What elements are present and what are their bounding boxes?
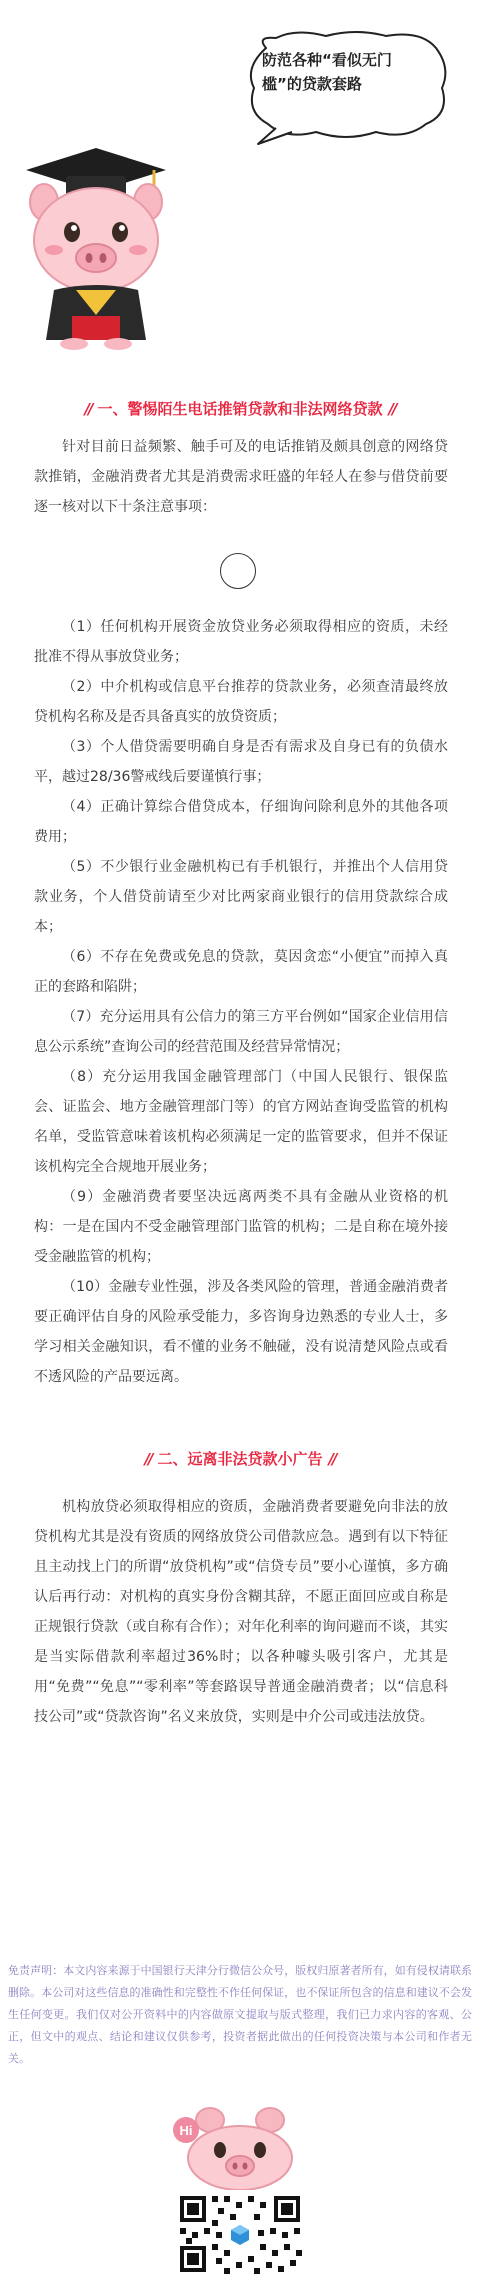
section-heading-1 <box>0 398 480 424</box>
section-heading-2-text: 二、远离非法贷款小广告 <box>157 1450 323 1468</box>
disclaimer-text: 免责声明：本文内容来源于中国银行天津分行微信公众号，版权归原著者所有，如有侵权请联系删除。本公司对这些信息的准确性和完整性不作任何保证，也不保证所包含的信息和建议不会发生任何变更。我们仅对公开资料中的内容做原文提取与版式整理，我们已力求内容的客观、公正，但文中的观点、结论和建议仅供参考，投资者据此做出的任何投资决策与本公司和作者无关。 <box>8 1964 472 2065</box>
slash-decoration-icon: // <box>144 1450 152 1468</box>
list-item: （10）金融专业性强，涉及各类风险的管理，普通金融消费者要正确评估自身的风险承受能力，多咨询身边熟悉的专业人士，多学习相关金融知识，看不懂的业务不触碰，没有说清楚风险点或看不透风险的产品要远离。 <box>34 1279 448 1385</box>
section-heading-1-text: 一、警惕陌生电话推销贷款和非法网络贷款 <box>97 400 383 418</box>
qr-code-icon <box>172 2192 308 2276</box>
empty-circle-icon <box>220 553 256 589</box>
list-item: （4）正确计算综合借贷成本，仔细询问除利息外的其他各项费用； <box>34 799 448 845</box>
graduate-pig-icon <box>16 140 166 350</box>
list-item: （1）任何机构开展资金放贷业务必须取得相应的资质，未经批准不得从事放贷业务； <box>34 619 448 665</box>
hi-label: Hi <box>179 2123 193 2138</box>
section-heading-2 <box>0 1448 480 1474</box>
section-2-body: 机构放贷必须取得相应的资质，金融消费者要避免向非法的放贷机构尤其是没有资质的网络放贷公司借款应急。遇到有以下特征且主动找上门的所谓“放贷机构”或“信贷专员”要小心谨慎，多方确认后再行动：对机构的真实身份含糊其辞，不愿正面回应或自称是正规银行贷款（或自称有合作）；对年化利率的询问避而不谈，其实是当实际借款利率超过36%时；以各种噱头吸引客户，尤其是用“免费”“免息”“零利率”等套路误导普通金融消费者；以“信息科技公司”或“贷款咨询”名义来放贷，实则是中介公司或违法放贷。 <box>34 1499 448 1725</box>
slash-decoration-icon: // <box>328 1450 336 1468</box>
list-item: （7）充分运用具有公信力的第三方平台例如“国家企业信用信息公示系统”查询公司的经营范围及经营异常情况； <box>34 1009 448 1055</box>
slash-decoration-icon: // <box>84 400 92 418</box>
bubble-text: 防范各种“看似无门槛”的贷款套路 <box>262 51 392 93</box>
list-item: （9）金融消费者要坚决远离两类不具有金融从业资格的机构：一是在国内不受金融管理部门监管的机构；二是自称在境外接受金融监管的机构； <box>34 1189 448 1265</box>
list-item: （2）中介机构或信息平台推荐的贷款业务，必须查清最终放贷机构名称及是否具备真实的放贷资质； <box>34 679 448 725</box>
section-1-intro: 针对目前日益频繁、触手可及的电话推销及颇具创意的网络贷款推销，金融消费者尤其是消费需求旺盛的年轻人在参与借贷前要逐一核对以下十条注意事项： <box>34 439 448 515</box>
slash-decoration-icon: // <box>388 400 396 418</box>
hero-illustration <box>0 0 480 360</box>
list-item: （3）个人借贷需要明确自身是否有需求及自身已有的负债水平，越过28/36警戒线后要谨慎行事； <box>34 739 448 785</box>
list-item: （6）不存在免费或免息的贷款，莫因贪恋“小便宜”而掉入真正的套路和陷阱； <box>34 949 448 995</box>
hi-pig-icon <box>172 2100 308 2190</box>
list-item: （5）不少银行业金融机构已有手机银行，并推出个人信用贷款业务，个人借贷前请至少对比两家商业银行的信用贷款综合成本； <box>34 859 448 935</box>
list-item: （8）充分运用我国金融管理部门（中国人民银行、银保监会、证监会、地方金融管理部门等）的官方网站查询受监管的机构名单，受监管意味着该机构必须满足一定的监管要求，但并不保证该机构完全合规地开展业务； <box>34 1069 448 1175</box>
